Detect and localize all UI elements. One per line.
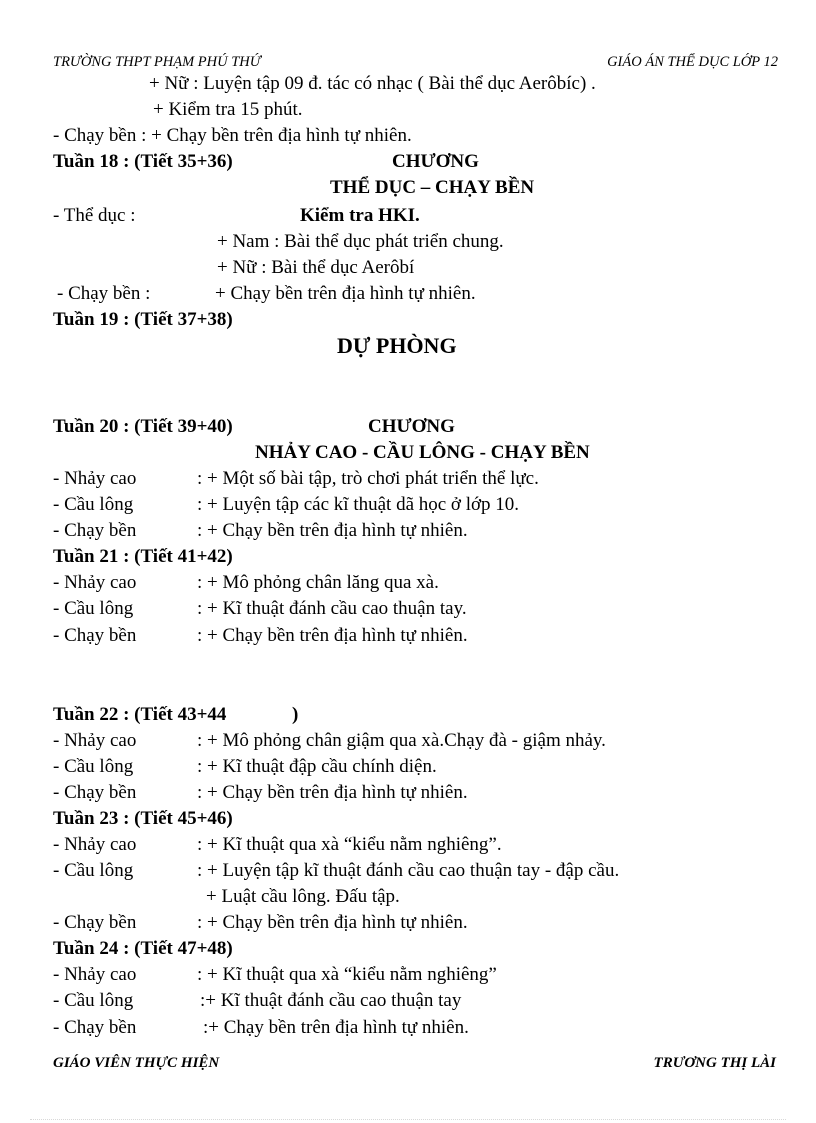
- w22-r2-content: : + Kĩ thuật đập cầu chính diện.: [197, 756, 437, 777]
- w23-r2-content: : + Luyện tập kĩ thuật đánh cầu cao thuận tay - đập cầu.: [197, 860, 620, 881]
- w21-title: Tuần 21 : (Tiết 41+42): [53, 546, 233, 567]
- w18-title: Tuần 18 : (Tiết 35+36): [53, 151, 233, 172]
- w23-r1-label: - Nhảy cao: [53, 834, 137, 855]
- header-school: TRƯỜNG THPT PHẠM PHÚ THỨ: [53, 54, 261, 70]
- w22-r3-content: : + Chạy bền trên địa hình tự nhiên.: [197, 782, 468, 803]
- w21-r3-content: : + Chạy bền trên địa hình tự nhiên.: [197, 625, 468, 646]
- w18-kiem-tra: Kiểm tra HKI.: [300, 205, 420, 226]
- w23-r1-content: : + Kĩ thuật qua xà “kiểu nằm nghiêng”.: [197, 834, 502, 855]
- intro-nu-item: + Nữ : Luyện tập 09 đ. tác có nhạc ( Bài thể dục Aerôbíc) .: [149, 73, 596, 94]
- w19-du-phong: DỰ PHÒNG: [337, 333, 457, 358]
- footer-teacher-name: TRƯƠNG THỊ LÀI: [653, 1055, 776, 1071]
- w22-title-paren: ): [292, 704, 299, 725]
- w18-the-duc-label: - Thể dục :: [53, 205, 136, 226]
- w24-r3-content: :+ Chạy bền trên địa hình tự nhiên.: [203, 1017, 469, 1038]
- w21-r3-label: - Chạy bền: [53, 625, 137, 646]
- w21-r2-content: : + Kĩ thuật đánh cầu cao thuận tay.: [197, 598, 467, 619]
- intro-kiem-tra: + Kiểm tra 15 phút.: [153, 99, 303, 120]
- page-bottom-divider: [30, 1119, 786, 1120]
- w20-r2-label: - Cầu lông: [53, 494, 134, 515]
- w19-title: Tuần 19 : (Tiết 37+38): [53, 309, 233, 330]
- footer-teacher-label: GIÁO VIÊN THỰC HIỆN: [53, 1055, 220, 1071]
- w22-title: Tuần 22 : (Tiết 43+44: [53, 704, 227, 725]
- w18-nam: + Nam : Bài thể dục phát triển chung.: [217, 231, 504, 252]
- w20-title: Tuần 20 : (Tiết 39+40): [53, 416, 233, 437]
- w20-chapter: CHƯƠNG: [368, 416, 455, 437]
- w23-r3-content: : + Chạy bền trên địa hình tự nhiên.: [197, 912, 468, 933]
- w23-r2-extra: + Luật cầu lông. Đấu tập.: [206, 886, 400, 907]
- w23-r2-label: - Cầu lông: [53, 860, 134, 881]
- w24-r2-label: - Cầu lông: [53, 990, 134, 1011]
- header-subject: GIÁO ÁN THỂ DỤC LỚP 12: [607, 54, 778, 70]
- w22-r1-label: - Nhảy cao: [53, 730, 137, 751]
- w20-r3-content: : + Chạy bền trên địa hình tự nhiên.: [197, 520, 468, 541]
- w18-chay-ben-content: + Chạy bền trên địa hình tự nhiên.: [215, 283, 476, 304]
- w22-r2-label: - Cầu lông: [53, 756, 134, 777]
- w20-r2-content: : + Luyện tập các kĩ thuật dã học ở lớp 10.: [197, 494, 520, 515]
- w20-r1-content: : + Một số bài tập, trò chơi phát triển thể lực.: [197, 468, 539, 489]
- intro-chay-ben: - Chạy bền : + Chạy bền trên địa hình tự nhiên.: [53, 125, 412, 146]
- w20-chapter-name: NHẢY CAO - CẦU LÔNG - CHẠY BỀN: [255, 442, 590, 463]
- w24-r3-label: - Chạy bền: [53, 1017, 137, 1038]
- w23-r3-label: - Chạy bền: [53, 912, 137, 933]
- w18-nu: + Nữ : Bài thể dục Aerôbí: [217, 257, 415, 278]
- w23-title: Tuần 23 : (Tiết 45+46): [53, 808, 233, 829]
- w18-chay-ben-label: - Chạy bền :: [57, 283, 151, 304]
- w18-chapter-name: THỂ DỤC – CHẠY BỀN: [330, 177, 535, 198]
- w24-title: Tuần 24 : (Tiết 47+48): [53, 938, 233, 959]
- w20-r1-label: - Nhảy cao: [53, 468, 137, 489]
- w21-r1-content: : + Mô phỏng chân lăng qua xà.: [197, 572, 439, 593]
- w24-r1-label: - Nhảy cao: [53, 964, 137, 985]
- w22-r1-content: : + Mô phỏng chân giậm qua xà.Chạy đà - giậm nhảy.: [197, 730, 606, 751]
- w21-r1-label: - Nhảy cao: [53, 572, 137, 593]
- w21-r2-label: - Cầu lông: [53, 598, 134, 619]
- w24-r1-content: : + Kĩ thuật qua xà “kiểu nằm nghiêng”: [197, 964, 497, 985]
- w18-chapter: CHƯƠNG: [392, 151, 479, 172]
- w20-r3-label: - Chạy bền: [53, 520, 137, 541]
- w22-r3-label: - Chạy bền: [53, 782, 137, 803]
- w24-r2-content: :+ Kĩ thuật đánh cầu cao thuận tay: [200, 990, 462, 1011]
